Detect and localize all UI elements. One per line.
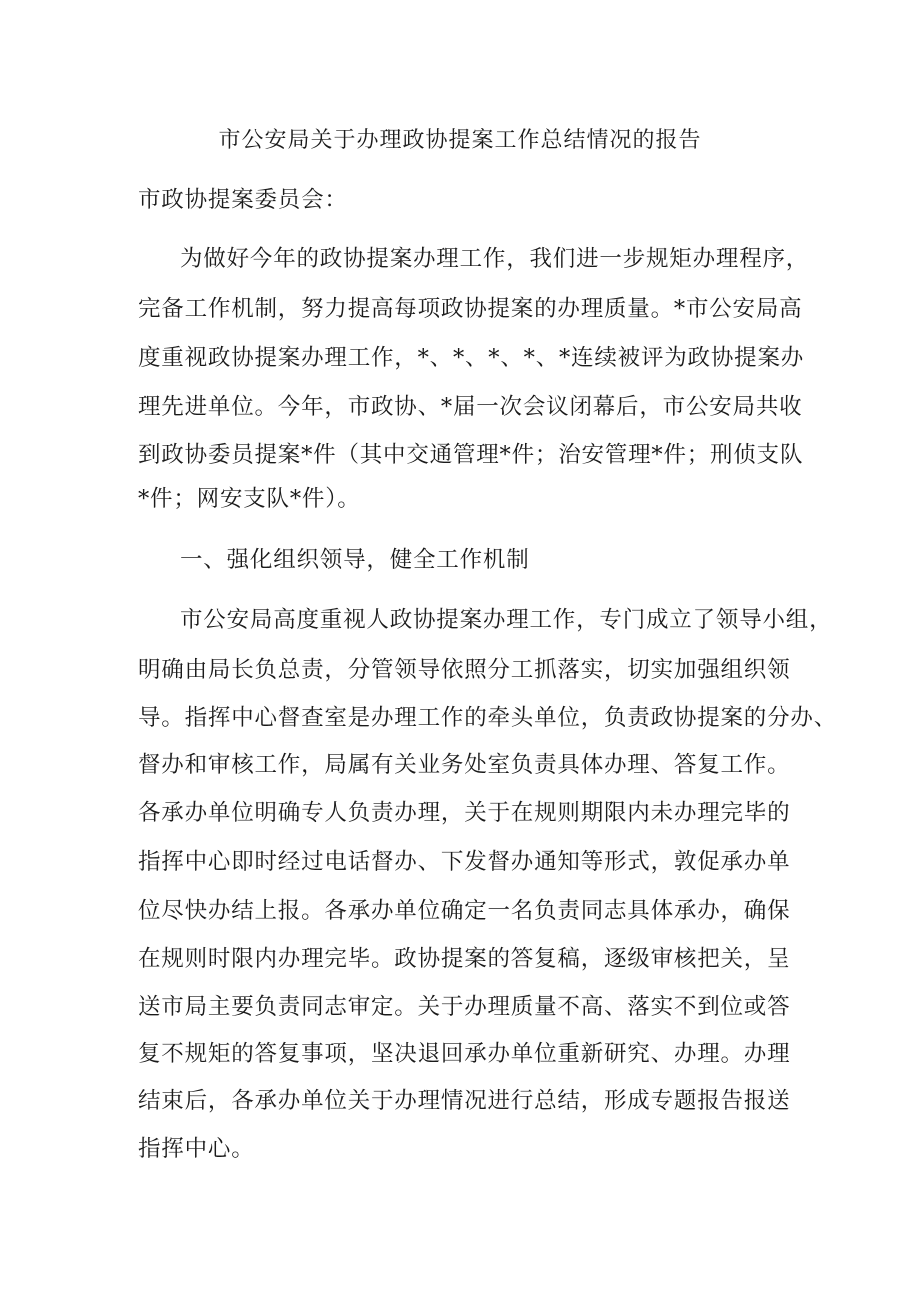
paragraph-line: *件；网安支队*件）。	[138, 486, 361, 512]
paragraph-line: 指挥中心。	[138, 1136, 255, 1162]
paragraph-line: 市公安局高度重视人政协提案办理工作，专门成立了领导小组，	[180, 607, 833, 633]
paragraph-line: 明确由局长负总责，分管领导依照分工抓落实，切实加强组织领	[138, 657, 791, 683]
paragraph-line: 度重视政协提案办理工作，*、*、*、*、*连续被评为政协提案办	[138, 345, 805, 371]
paragraph-line: 位尽快办结上报。各承办单位确定一名负责同志具体承办，确保	[138, 898, 791, 924]
section-heading: 一、强化组织领导，健全工作机制	[180, 547, 530, 573]
paragraph-line: 各承办单位明确专人负责办理，关于在规则期限内未办理完毕的	[138, 800, 791, 826]
paragraph-line: 在规则时限内办理完毕。政协提案的答复稿，逐级审核把关，呈	[138, 946, 791, 972]
document-title: 市公安局关于办理政协提案工作总结情况的报告	[218, 128, 702, 153]
paragraph-line: 导。指挥中心督查室是办理工作的牵头单位，负责政协提案的分办、	[138, 705, 838, 731]
paragraph-line: 完备工作机制，努力提高每项政协提案的办理质量。*市公安局高	[138, 296, 803, 322]
paragraph-line: 复不规矩的答复事项，坚决退回承办单位重新研究、办理。办理	[138, 1041, 791, 1067]
paragraph-line: 指挥中心即时经过电话督办、下发督办通知等形式，敦促承办单	[138, 849, 791, 875]
paragraph-line: 送市局主要负责同志审定。关于办理质量不高、落实不到位或答	[138, 994, 791, 1020]
paragraph-line: 到政协委员提案*件（其中交通管理*件；治安管理*件；刑侦支队	[138, 442, 804, 468]
paragraph-line: 理先进单位。今年，市政协、*届一次会议闭幕后，市公安局共收	[138, 394, 803, 420]
paragraph-line: 为做好今年的政协提案办理工作，我们进一步规矩办理程序，	[180, 246, 810, 272]
paragraph-line: 结束后，各承办单位关于办理情况进行总结，形成专题报告报送	[138, 1088, 791, 1114]
paragraph-line: 督办和审核工作，局属有关业务处室负责具体办理、答复工作。	[138, 752, 791, 778]
salutation: 市政协提案委员会：	[138, 187, 348, 213]
